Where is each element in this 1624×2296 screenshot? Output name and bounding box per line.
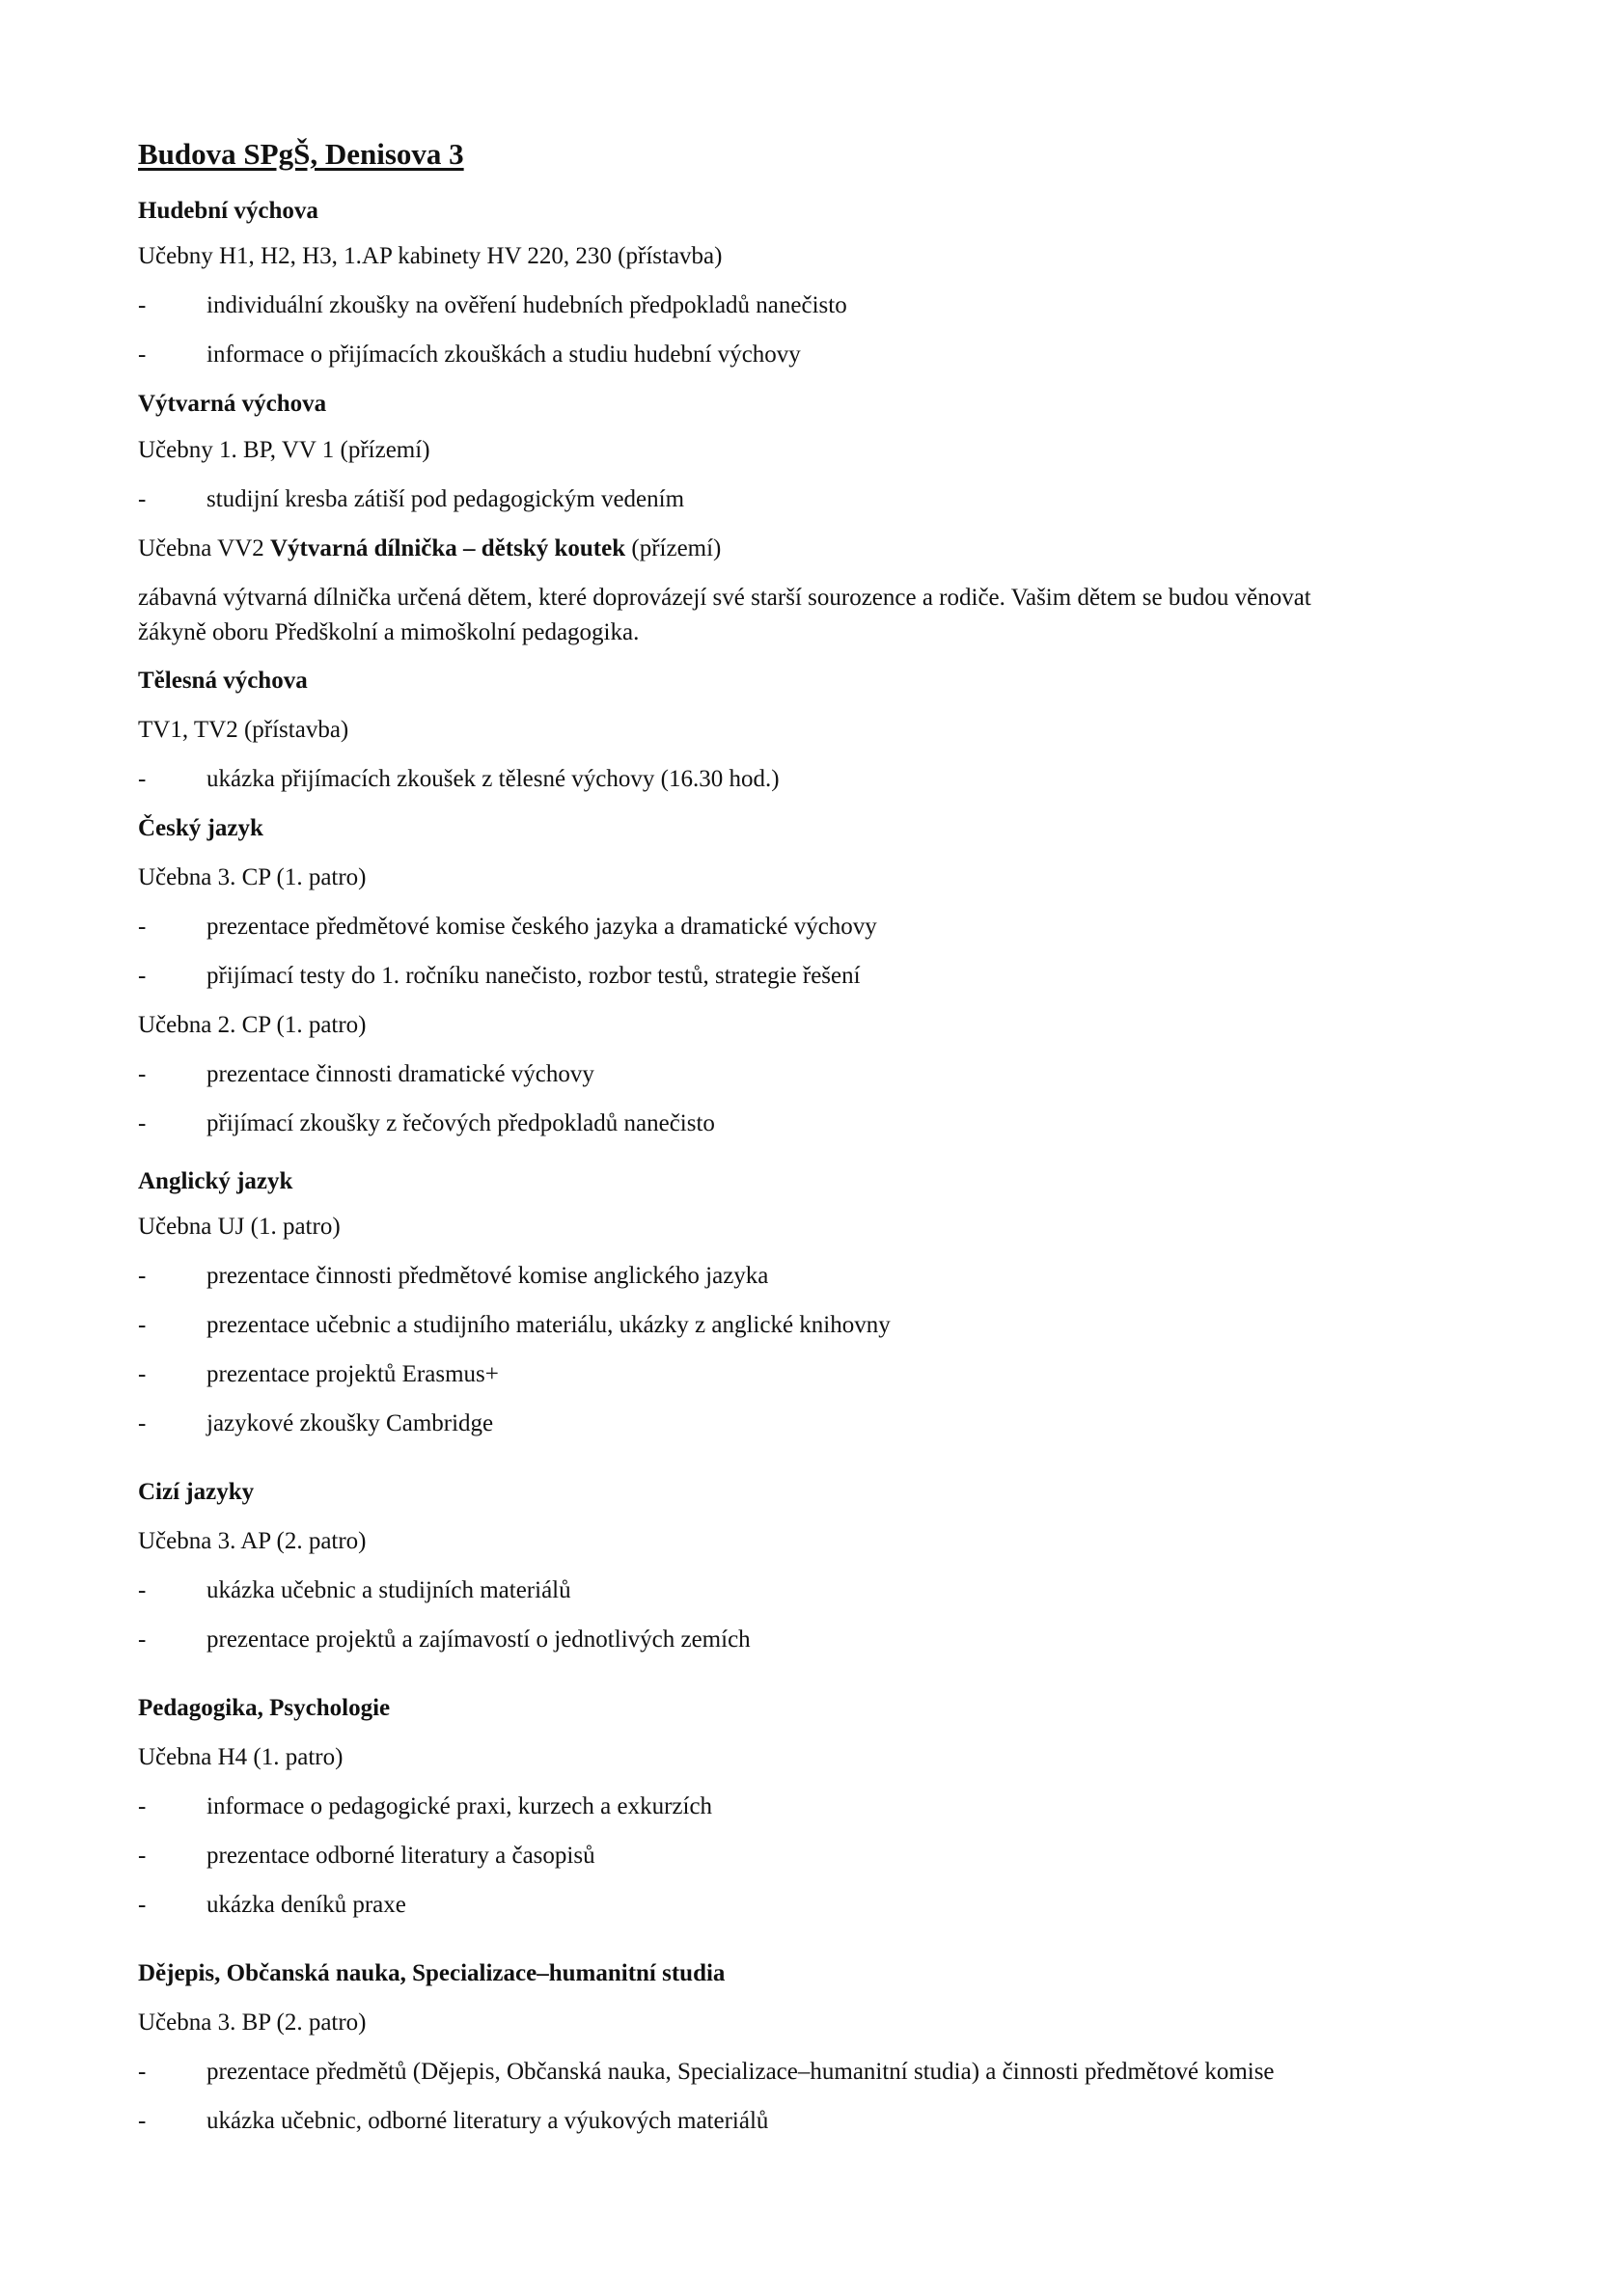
bullet-dash: - bbox=[138, 914, 147, 940]
bullet-dash: - bbox=[138, 1626, 147, 1653]
room-vytvarna-2 bbox=[138, 534, 721, 563]
bullet-dash: - bbox=[138, 2108, 147, 2134]
paragraph-line: žákyně oboru Předškolní a mimoškolní pedagogika. bbox=[138, 619, 640, 645]
bullet-dash: - bbox=[138, 2059, 147, 2085]
list-item-text: jazykové zkoušky Cambridge bbox=[206, 1410, 494, 1436]
bullet-dash: - bbox=[138, 1793, 147, 1819]
paragraph-line: zábavná výtvarná dílnička určená dětem, které doprovázejí své starší sourozence a rodiče. Vašim dětem se budou věnovat bbox=[138, 585, 1311, 611]
room-suffix: (přízemí) bbox=[625, 535, 722, 561]
bullet-dash: - bbox=[138, 292, 147, 318]
section-heading-anglicky: Anglický jazyk bbox=[138, 1168, 293, 1194]
list-item-text: prezentace učebnic a studijního materiálu, ukázky z anglické knihovny bbox=[206, 1312, 891, 1338]
list-item-text: prezentace odborné literatury a časopisů bbox=[206, 1843, 595, 1869]
room-bold-name: Výtvarná dílnička – dětský koutek bbox=[270, 535, 626, 561]
list-item-text: individuální zkoušky na ověření hudebních předpokladů nanečisto bbox=[206, 292, 847, 318]
bullet-dash: - bbox=[138, 1110, 147, 1136]
list-item-text: informace o přijímacích zkouškách a studiu hudební výchovy bbox=[206, 342, 801, 368]
bullet-dash: - bbox=[138, 1312, 147, 1338]
room-hudebni: Učebny H1, H2, H3, 1.AP kabinety HV 220, 230 (přístavba) bbox=[138, 243, 723, 269]
section-heading-pedagogika: Pedagogika, Psychologie bbox=[138, 1695, 391, 1721]
bullet-dash: - bbox=[138, 963, 147, 989]
bullet-dash: - bbox=[138, 1577, 147, 1603]
room-dejepis: Učebna 3. BP (2. patro) bbox=[138, 2009, 367, 2036]
list-item-text: prezentace předmětů (Dějepis, Občanská nauka, Specializace–humanitní studia) a činnosti předmětové komise bbox=[206, 2059, 1275, 2085]
room-anglicky: Učebna UJ (1. patro) bbox=[138, 1214, 341, 1240]
bullet-dash: - bbox=[138, 1061, 147, 1087]
bullet-dash: - bbox=[138, 342, 147, 368]
bullet-dash: - bbox=[138, 1361, 147, 1387]
list-item-text: ukázka deníků praxe bbox=[206, 1892, 406, 1918]
list-item-text: ukázka učebnic a studijních materiálů bbox=[206, 1577, 571, 1603]
room-prefix: Učebna VV2 bbox=[138, 535, 270, 561]
room-pedagogika: Učebna H4 (1. patro) bbox=[138, 1744, 344, 1770]
section-heading-cizi: Cizí jazyky bbox=[138, 1479, 255, 1505]
list-item-text: prezentace projektů Erasmus+ bbox=[206, 1361, 499, 1387]
list-item-text: přijímací testy do 1. ročníku nanečisto, rozbor testů, strategie řešení bbox=[206, 963, 861, 989]
list-item-text: přijímací zkoušky z řečových předpokladů nanečisto bbox=[206, 1110, 715, 1136]
list-item-text: prezentace činnosti předmětové komise anglického jazyka bbox=[206, 1263, 769, 1289]
room-cizi: Učebna 3. AP (2. patro) bbox=[138, 1528, 367, 1554]
room-cesky-2: Učebna 2. CP (1. patro) bbox=[138, 1012, 367, 1038]
section-heading-telesna: Tělesná výchova bbox=[138, 668, 308, 694]
list-item-text: informace o pedagogické praxi, kurzech a exkurzích bbox=[206, 1793, 713, 1819]
section-heading-hudebni: Hudební výchova bbox=[138, 198, 318, 224]
bullet-dash: - bbox=[138, 1263, 147, 1289]
section-heading-vytvarna: Výtvarná výchova bbox=[138, 391, 327, 417]
list-item-text: ukázka učebnic, odborné literatury a výukových materiálů bbox=[206, 2108, 769, 2134]
bullet-dash: - bbox=[138, 1843, 147, 1869]
list-item-text: prezentace projektů a zajímavostí o jednotlivých zemích bbox=[206, 1626, 751, 1653]
section-heading-dejepis: Dějepis, Občanská nauka, Specializace–humanitní studia bbox=[138, 1960, 726, 1986]
bullet-dash: - bbox=[138, 486, 147, 512]
list-item-text: prezentace činnosti dramatické výchovy bbox=[206, 1061, 594, 1087]
list-item-text: studijní kresba zátiší pod pedagogickým vedením bbox=[206, 486, 685, 512]
page-title: Budova SPgŠ, Denisova 3 bbox=[138, 137, 464, 171]
room-cesky: Učebna 3. CP (1. patro) bbox=[138, 864, 367, 890]
bullet-dash: - bbox=[138, 1892, 147, 1918]
bullet-dash: - bbox=[138, 766, 147, 792]
room-telesna: TV1, TV2 (přístavba) bbox=[138, 717, 349, 743]
bullet-dash: - bbox=[138, 1410, 147, 1436]
room-vytvarna: Učebny 1. BP, VV 1 (přízemí) bbox=[138, 437, 430, 463]
list-item-text: prezentace předmětové komise českého jazyka a dramatické výchovy bbox=[206, 914, 877, 940]
list-item-text: ukázka přijímacích zkoušek z tělesné výchovy (16.30 hod.) bbox=[206, 766, 780, 792]
section-heading-cesky: Český jazyk bbox=[138, 815, 263, 841]
